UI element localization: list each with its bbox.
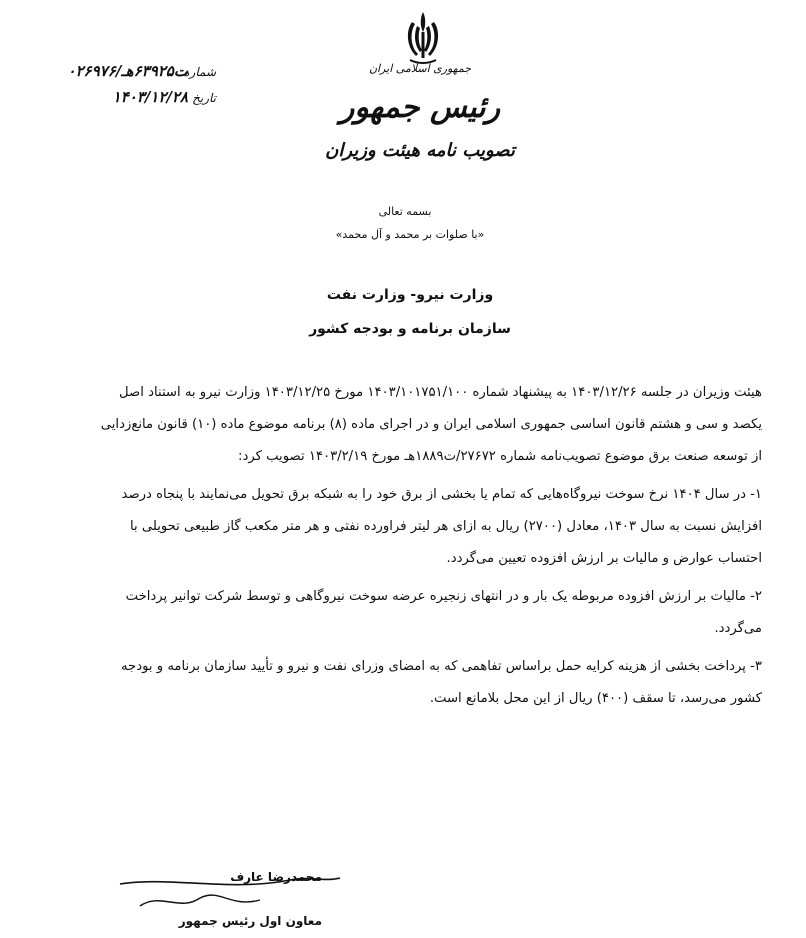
number-date-block (6, 62, 216, 114)
addressee-line-2: سازمان برنامه و بودجه کشور (309, 321, 511, 337)
addressee-line-1: وزارت نیرو- وزارت نفت (326, 287, 494, 303)
item-3: ۳- پرداخت بخشی از هزینه کرایه حمل براساس تفاهمی که به امضای وزرای نفت و نیرو و تأیید سازمان برنامه و بودجه کشور می‌رسد، تا سقف (۴۰۰) ریال از این محل بلامانع است. (120, 659, 762, 706)
number-value: ۰۲۶۹۷۶/ت۶۳۹۲۵هـ (67, 62, 188, 80)
signature-block (122, 870, 322, 928)
salavat-line: «با صلوات بر محمد و آل محمد» (335, 228, 485, 241)
item-1: ۱- در سال ۱۴۰۴ نرخ سوخت نیروگاه‌هایی که تمام یا بخشی از برق خود را به شبکه برق تحویل می‌نمایند با پنجاه درصد افزایش نسبت به سال ۱۴۰۳، معادل (۲۷۰۰) ریال به ازای هر لیتر فراورده نفتی و هر متر مکعب گاز طبیعی تحویلی با احتساب عوارض و مالیات بر ارزش افزوده تعیین می‌گردد. (121, 487, 762, 566)
country-name: جمهوری اسلامی ایران (368, 62, 472, 75)
iran-emblem-icon (398, 8, 448, 66)
item-2: ۲- مالیات بر ارزش افزوده مربوطه یک بار و در انتهای زنجیره عرضه سوخت نیروگاهی و توسط شرکت توانیر پرداخت می‌گردد. (125, 589, 762, 636)
besm-heading: بسمه تعالی (378, 205, 432, 218)
intro-paragraph: هیئت وزیران در جلسه ۱۴۰۳/۱۲/۲۶ به پیشنهاد شماره ۱۴۰۳/۱۰۱۷۵۱/۱۰۰ مورخ ۱۴۰۳/۱۲/۲۵ وزارت نیرو به استناد اصل یکصد و سی و هشتم قانون اساسی جمهوری اسلامی ایران و در اجرای ماده (۸) برنامه موضوع ماده (۱۰) قانون مانع‌زدایی از توسعه صنعت برق موضوع تصویب‌نامه شماره ۲۷۶۷۲/ت۱۸۸۹هـ مورخ ۱۴۰۳/۲/۱۹ تصویب کرد: (100, 385, 762, 464)
date-label: تاریخ (192, 91, 216, 105)
resolution-title: تصویب نامه هیئت وزیران (325, 140, 515, 161)
signatory-title: معاون اول رئیس جمهور (178, 914, 322, 928)
number-label: شماره (183, 65, 216, 79)
signatory-name: محمدرضا عارف (230, 870, 322, 884)
date-value: ۱۴۰۳/۱۲/۲۸ (112, 88, 188, 106)
decree-body (92, 377, 762, 721)
presidency-title: رئیس جمهور (339, 90, 501, 125)
